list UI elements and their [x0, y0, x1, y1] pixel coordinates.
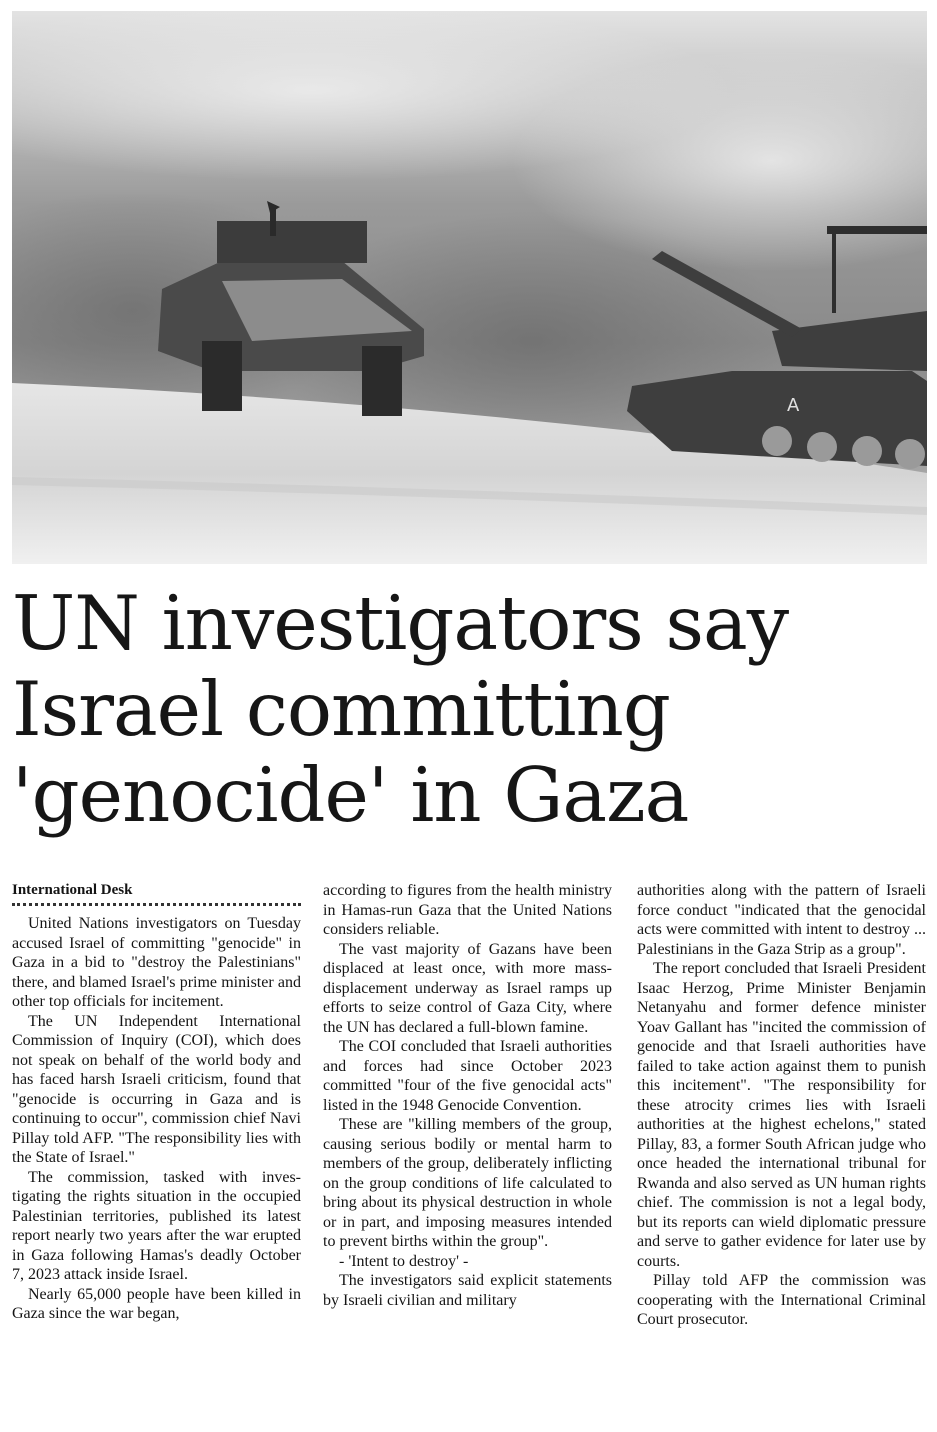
paragraph: Nearly 65,000 people have been killed in Gaza since the war began, — [12, 1285, 301, 1322]
byline-desk: International Desk — [12, 881, 301, 906]
headline — [12, 580, 927, 838]
svg-text:A: A — [787, 395, 800, 416]
paragraph: The report concluded that Israeli President Isaac Herzog, Prime Minister Benjamin Netanyahu and former defence minister Yoav Gallant has "incited the commission of genocide and that Israeli authorities have failed to take action against them to punish this incitement". "The responsibility for these atrocity crimes lies with Israeli authorities at the highest echelons," stated Pillay, 83, a former South African judge who once headed the international tribunal for Rwanda and also served as UN human rights chief. The commission is not a legal body, but its reports can wield diplomatic pressure and serve to gather evidence for later use by courts. — [637, 960, 926, 1270]
paragraph: The UN Independent International Commission of Inquiry (COI), which does not speak on behalf of the world body and has faced harsh Israeli criticism, found that "genocide is occurring in Gaza and is continuing to occur", commission chief Navi Pillay told AFP. "The responsibility lies with the State of Israel." — [12, 1012, 301, 1166]
headline-line-1: UN investigators say — [12, 579, 789, 667]
paragraph: according to figures from the health ministry in Hamas-run Gaza that the United Nations considers reliable. — [323, 882, 612, 938]
paragraph: The COI concluded that Israeli authorities and forces had since October 2023 committed "four of the five genocidal acts" listed in the 1948 Genocide Convention. — [323, 1038, 612, 1114]
news-photo — [12, 11, 927, 564]
paragraph: United Nations investigators on Tuesday accused Israel of committing "genocide" in Gaza in a bid to "destroy the Palestinians" there, and blamed Israel's prime minister and other top officials for incitement. — [12, 915, 301, 1010]
article-body — [12, 881, 927, 1426]
paragraph: authorities along with the pattern of Israeli force conduct "indicated that the genocidal acts were committed with intent to destroy ... Palestinians in the Gaza Strip as a group". — [637, 882, 926, 958]
article-column-1 — [12, 881, 301, 1426]
article-column-3 — [637, 881, 926, 1426]
headline-line-2: Israel committing — [12, 665, 670, 753]
paragraph: Pillay told AFP the commission was cooperating with the International Criminal Court prosecutor. — [637, 1272, 926, 1328]
paragraph: The commission, tasked with investigating the rights situation in the occupied Palestinian territories, published its latest report nearly two years after the war erupted in Gaza following Hamas's deadly October 7, 2023 attack inside Israel. — [12, 1168, 301, 1283]
tanks-in-dust-photo-icon — [12, 11, 927, 564]
paragraph: The vast majority of Gazans have been displaced at least once, with more mass-displacement underway as Israel ramps up efforts to seize control of Gaza City, where the UN has declared a full-blown famine. — [323, 940, 612, 1036]
headline-line-3: 'genocide' in Gaza — [12, 751, 689, 839]
paragraph: The investigators said explicit statements by Israeli civilian and military — [323, 1272, 612, 1309]
article-column-2 — [323, 881, 612, 1426]
subheading: - 'Intent to destroy' - — [339, 1252, 469, 1270]
paragraph: These are "killing members of the group, causing serious bodily or mental harm to members of the group, deliberately inflicting on the group conditions of life calculated to bring about its physical destruction in whole or in part, and imposing measures intended to prevent births within the group". — [323, 1116, 612, 1250]
